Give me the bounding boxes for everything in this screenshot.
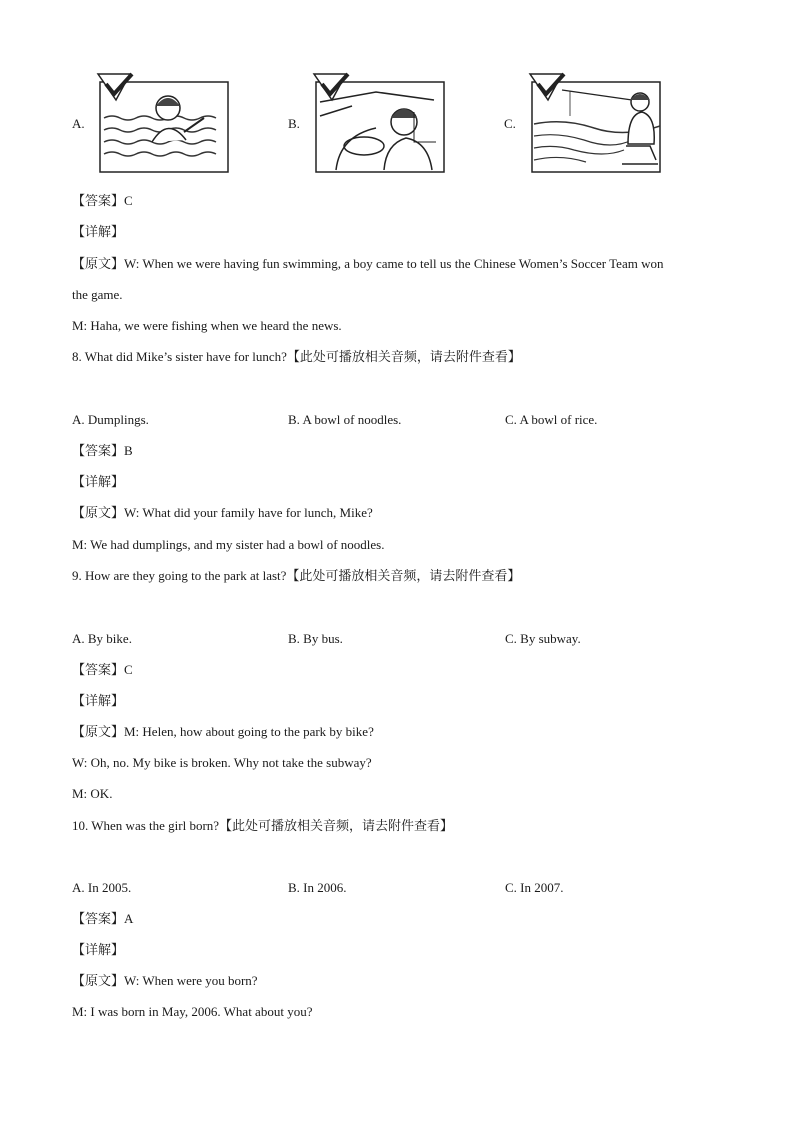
q8-detail-heading: 【详解】 (72, 474, 125, 489)
q10-detail-heading: 【详解】 (72, 942, 125, 957)
q10-transcript-line-1: 【原文】W: When were you born? (72, 973, 258, 988)
q7-transcript-line-2: the game. (72, 287, 123, 302)
q10-option-b: B. In 2006. (288, 880, 347, 895)
q7-transcript-line-1: 【原文】W: When we were having fun swimming, a boy came to tell us the Chinese Women’s Soccer Team won (72, 256, 664, 271)
q7-option-b-label: B. (288, 116, 300, 131)
q7-detail-heading: 【详解】 (72, 224, 125, 239)
q10-option-a: A. In 2005. (72, 880, 132, 895)
q9-detail-heading: 【详解】 (72, 693, 125, 708)
q8-option-a: A. Dumplings. (72, 412, 149, 427)
q7-answer: 【答案】C (72, 193, 133, 208)
q9-transcript-line-2: W: Oh, no. My bike is broken. Why not take the subway? (72, 755, 372, 770)
q9-transcript-line-1: 【原文】M: Helen, how about going to the park by bike? (72, 724, 374, 739)
q9-option-c: C. By subway. (505, 631, 581, 646)
q9-answer: 【答案】C (72, 662, 133, 677)
q7-picture-options (0, 72, 794, 182)
q9-transcript-line-3: M: OK. (72, 786, 113, 801)
q10-question: 10. When was the girl born?【此处可播放相关音频，请去附件查看】 (72, 818, 454, 833)
q7-transcript-line-3: M: Haha, we were fishing when we heard the news. (72, 318, 342, 333)
q8-transcript-line-2: M: We had dumplings, and my sister had a bowl of noodles. (72, 537, 385, 552)
swimming-picture (90, 72, 236, 176)
q10-option-c: C. In 2007. (505, 880, 564, 895)
q7-option-a-label: A. (72, 116, 85, 131)
q8-answer: 【答案】B (72, 443, 133, 458)
q7-option-c-label: C. (504, 116, 516, 131)
q10-transcript-line-2: M: I was born in May, 2006. What about you? (72, 1004, 313, 1019)
q9-option-b: B. By bus. (288, 631, 343, 646)
q8-option-b: B. A bowl of noodles. (288, 412, 402, 427)
q9-question: 9. How are they going to the park at last?【此处可播放相关音频，请去附件查看】 (72, 568, 521, 583)
q8-option-c: C. A bowl of rice. (505, 412, 598, 427)
q8-transcript-line-1: 【原文】W: What did your family have for lunch, Mike? (72, 505, 373, 520)
driving-picture (306, 72, 452, 176)
q10-answer: 【答案】A (72, 911, 134, 926)
q8-question: 8. What did Mike’s sister have for lunch?【此处可播放相关音频，请去附件查看】 (72, 349, 521, 364)
q9-option-a: A. By bike. (72, 631, 132, 646)
fishing-picture (522, 72, 668, 176)
